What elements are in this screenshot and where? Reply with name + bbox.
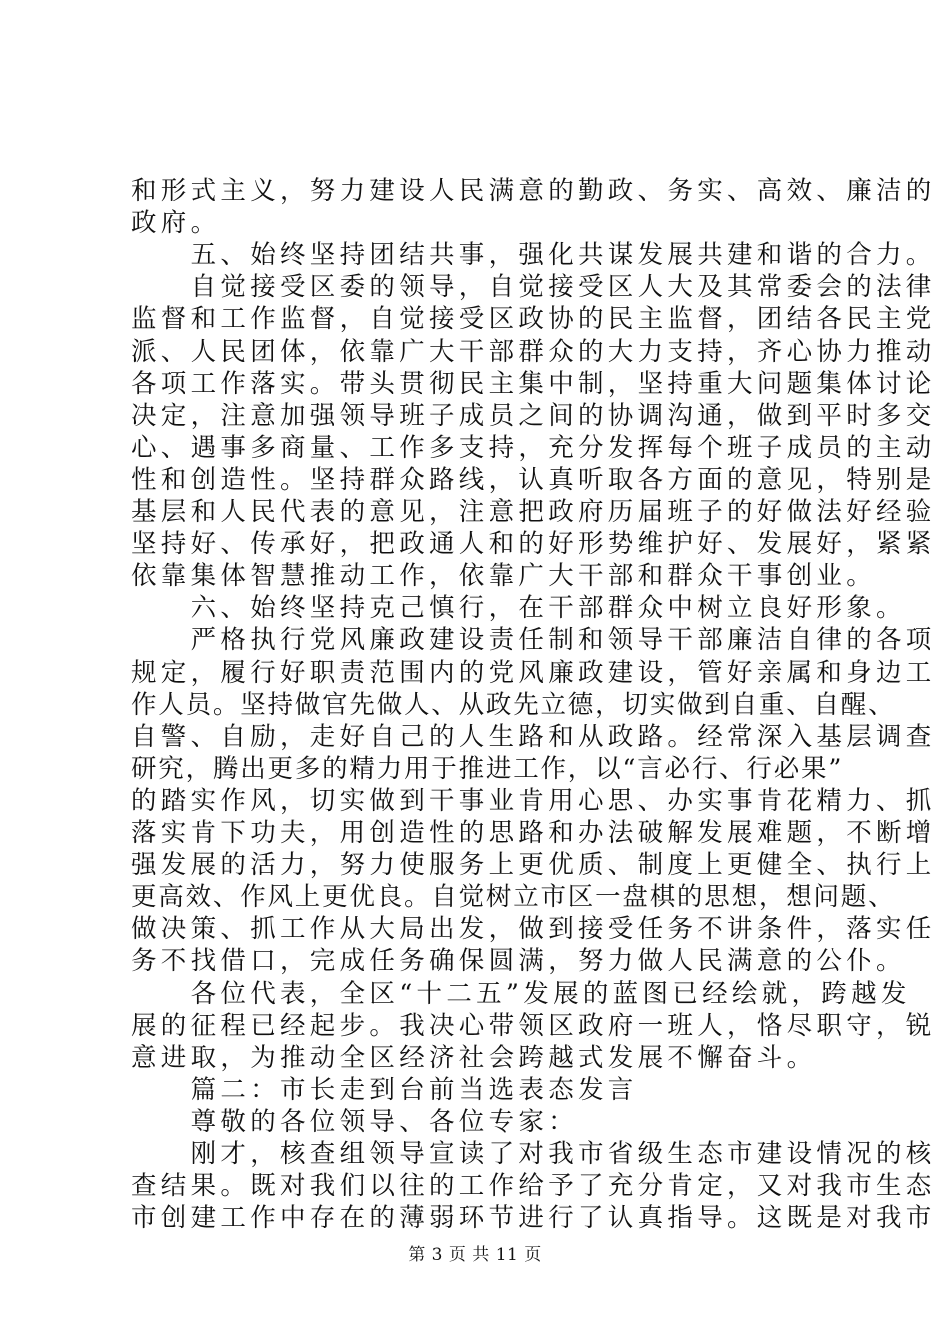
body-text-line: 和形式主义，努力建设人民满意的勤政、务实、高效、廉洁的 bbox=[131, 176, 936, 206]
page-footer: 第 3 页 共 11 页 bbox=[408, 1245, 542, 1265]
body-text-line: 市创建工作中存在的薄弱环节进行了认真指导。这既是对我市 bbox=[131, 1203, 936, 1234]
body-text-line: 派、人民团体，依靠广大干部群众的大力支持，齐心协力推动 bbox=[131, 336, 936, 367]
body-text-line: 基层和人民代表的意见，注意把政府历届班子的好做法好经验 bbox=[131, 497, 936, 527]
body-text-line: 政府。 bbox=[131, 208, 221, 239]
body-text-line: 务不找借口，完成任务确保圆满，努力做人民满意的公仆。 bbox=[131, 946, 906, 977]
body-text-line: 六、始终坚持克己慎行，在干部群众中树立良好形象。 bbox=[131, 593, 906, 624]
body-text-line: 决定，注意加强领导班子成员之间的协调沟通，做到平时多交 bbox=[131, 400, 936, 431]
body-text-line: 性和创造性。坚持群众路线，认真听取各方面的意见，特别是 bbox=[131, 464, 936, 495]
body-text-line: 五、始终坚持团结共事，强化共谋发展共建和谐的合力。 bbox=[131, 240, 936, 271]
body-text-line: 严格执行党风廉政建设责任制和领导干部廉洁自律的各项 bbox=[131, 625, 936, 656]
body-text-line: 强发展的活力，努力使服务上更优质、制度上更健全、执行上 bbox=[131, 850, 936, 881]
body-text-line: 依靠集体智慧推动工作，依靠广大干部和群众干事创业。 bbox=[131, 561, 877, 592]
body-text-line: 作人员。坚持做官先做人、从政先立德，切实做到自重、自醒、 bbox=[131, 689, 896, 720]
body-text-line: 更高效、作风上更优良。自觉树立市区一盘棋的思想，想问题、 bbox=[131, 882, 896, 913]
body-text-line: 规定，履行好职责范围内的党风廉政建设，管好亲属和身边工 bbox=[131, 657, 936, 688]
body-text-line: 查结果。既对我们以往的工作给予了充分肯定，又对我市生态 bbox=[131, 1171, 936, 1202]
body-text-line: 落实肯下功夫，用创造性的思路和办法破解发展难题，不断增 bbox=[131, 818, 936, 848]
body-text-line: 做决策、抓工作从大局出发，做到接受任务不讲条件，落实任 bbox=[131, 914, 936, 945]
body-text-line: 意进取，为推动全区经济社会跨越式发展不懈奋斗。 bbox=[131, 1042, 817, 1073]
body-text-line: 监督和工作监督，自觉接受区政协的民主监督，团结各民主党 bbox=[131, 304, 936, 335]
body-text-line: 自觉接受区委的领导，自觉接受区人大及其常委会的法律 bbox=[131, 272, 936, 303]
body-text-line: 自警、自励，走好自己的人生路和从政路。经常深入基层调查 bbox=[131, 721, 936, 752]
body-text-line: 心、遇事多商量、工作多支持，充分发挥每个班子成员的主动 bbox=[131, 432, 936, 463]
body-text-line: 坚持好、传承好，把政通人和的好形势维护好、发展好，紧紧 bbox=[131, 529, 936, 560]
body-text-line: 篇二：市长走到台前当选表态发言 bbox=[131, 1074, 638, 1105]
body-text-line: 研究，腾出更多的精力用于推进工作，以“言必行、行必果” bbox=[131, 753, 844, 784]
body-text-line: 的踏实作风，切实做到干事业肯用心思、办实事肯花精力、抓 bbox=[131, 785, 936, 816]
body-text-line: 刚才，核查组领导宣读了对我市省级生态市建设情况的核 bbox=[131, 1139, 936, 1169]
body-text-line: 尊敬的各位领导、各位专家： bbox=[131, 1106, 579, 1137]
body-text-line: 各位代表，全区“十二五”发展的蓝图已经绘就，跨越发 bbox=[131, 978, 911, 1009]
body-text-line: 各项工作落实。带头贯彻民主集中制，坚持重大问题集体讨论 bbox=[131, 368, 936, 399]
body-text-line: 展的征程已经起步。我决心带领区政府一班人，恪尽职守，锐 bbox=[131, 1010, 936, 1041]
